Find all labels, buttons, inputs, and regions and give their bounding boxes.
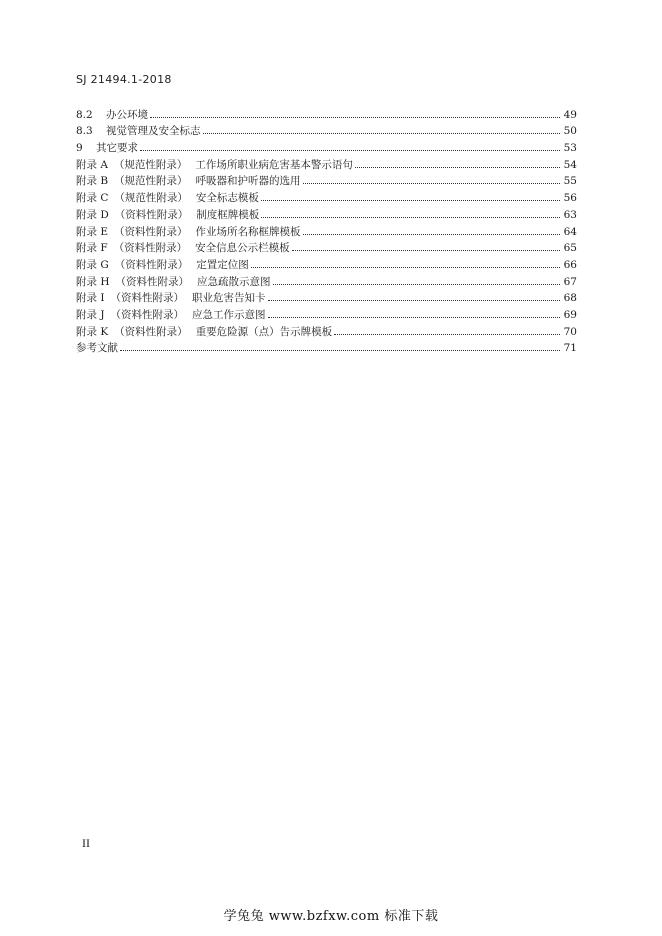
toc-appendix-c[interactable] — [76, 187, 577, 204]
toc-leader-dots — [251, 266, 560, 268]
appendix-number: 附录 F — [76, 242, 108, 255]
appendix-title: 应急工作示意图 — [192, 308, 266, 321]
appendix-type: （资料性附录） — [114, 225, 188, 238]
appendix-page: 70 — [563, 325, 577, 338]
references-title: 参考文献 — [76, 342, 118, 355]
toc-leader-dots — [203, 132, 561, 134]
toc-entry-title: 其它要求 — [96, 142, 138, 155]
toc-entry-title: 视觉管理及安全标志 — [106, 125, 201, 138]
toc-appendix-g[interactable] — [76, 254, 577, 271]
appendix-title: 工作场所职业病危害基本警示语句 — [195, 158, 353, 171]
appendix-page: 65 — [563, 242, 577, 255]
toc-appendix-k[interactable] — [76, 321, 577, 338]
toc-appendix-e[interactable] — [76, 221, 577, 238]
appendix-type: （规范性附录） — [113, 158, 188, 171]
toc-leader-dots — [268, 299, 561, 301]
appendix-type: （资料性附录） — [110, 308, 185, 321]
appendix-title: 安全标志模板 — [195, 192, 259, 205]
toc-entry-title: 办公环境 — [106, 108, 148, 121]
appendix-number: 附录 D — [76, 208, 109, 221]
document-code: SJ 21494.1-2018 — [76, 73, 172, 86]
appendix-page: 68 — [563, 292, 577, 305]
toc-leader-dots — [261, 199, 560, 201]
toc-appendix-d[interactable] — [76, 204, 577, 221]
toc-leader-dots — [150, 116, 560, 118]
appendix-title: 职业危害告知卡 — [192, 292, 266, 305]
toc-appendix-i[interactable] — [76, 288, 577, 305]
toc-appendix-h[interactable] — [76, 271, 577, 288]
toc-appendix-f[interactable] — [76, 238, 577, 255]
appendix-page: 69 — [563, 308, 577, 321]
appendix-type: （资料性附录） — [114, 208, 189, 221]
appendix-title: 定置定位图 — [196, 258, 249, 271]
appendix-title: 安全信息公示栏模板 — [195, 242, 290, 255]
toc-appendix-j[interactable] — [76, 304, 577, 321]
appendix-type: （资料性附录） — [114, 325, 188, 338]
appendix-type: （资料性附录） — [114, 258, 189, 271]
toc-entry-number: 9 — [76, 142, 83, 155]
appendix-page: 66 — [563, 258, 577, 271]
appendix-title: 作业场所名称框牌模板 — [195, 225, 301, 238]
toc-entry-page: 50 — [563, 125, 577, 138]
appendix-type: （资料性附录） — [110, 292, 184, 305]
appendix-page: 54 — [563, 158, 577, 171]
toc-leader-dots — [303, 233, 560, 235]
toc-entry-9[interactable] — [76, 137, 577, 154]
toc-leader-dots — [273, 283, 561, 285]
toc-entry-8-3[interactable] — [76, 121, 577, 138]
appendix-number: 附录 H — [76, 275, 110, 288]
appendix-title: 重要危险源（点）告示牌模板 — [195, 325, 333, 338]
toc-leader-dots — [261, 216, 560, 218]
toc-entry-page: 53 — [563, 142, 577, 155]
site-watermark: 学兔兔 www.bzfxw.com 标准下载 — [223, 909, 439, 924]
appendix-number: 附录 E — [76, 225, 109, 238]
appendix-page: 67 — [563, 275, 577, 288]
appendix-title: 应急疏散示意图 — [197, 275, 271, 288]
appendix-number: 附录 C — [76, 192, 109, 205]
toc-leader-dots — [303, 182, 560, 184]
page-number: II — [82, 836, 90, 850]
appendix-type: （资料性附录） — [115, 275, 189, 288]
toc-leader-dots — [334, 333, 560, 335]
appendix-page: 55 — [563, 175, 577, 188]
appendix-number: 附录 I — [76, 292, 105, 305]
appendix-type: （资料性附录） — [113, 242, 188, 255]
toc-leader-dots — [355, 166, 560, 168]
appendix-type: （规范性附录） — [114, 175, 188, 188]
table-of-contents — [76, 104, 577, 354]
appendix-page: 63 — [563, 208, 577, 221]
toc-leader-dots — [268, 316, 560, 318]
appendix-page: 56 — [563, 192, 577, 205]
toc-entry-page: 49 — [563, 108, 577, 121]
appendix-number: 附录 G — [76, 258, 109, 271]
appendix-number: 附录 K — [76, 325, 109, 338]
references-page: 71 — [563, 342, 577, 355]
toc-appendix-a[interactable] — [76, 154, 577, 171]
appendix-number: 附录 A — [76, 158, 108, 171]
toc-references[interactable] — [76, 338, 577, 355]
toc-leader-dots — [120, 349, 560, 351]
toc-appendix-b[interactable] — [76, 171, 577, 188]
appendix-number: 附录 J — [76, 308, 105, 321]
appendix-title: 呼吸器和护听器的选用 — [195, 175, 301, 188]
appendix-type: （规范性附录） — [114, 192, 188, 205]
toc-leader-dots — [140, 149, 560, 151]
toc-leader-dots — [292, 249, 560, 251]
toc-entry-8-2[interactable] — [76, 104, 577, 121]
appendix-page: 64 — [563, 225, 577, 238]
toc-entry-number: 8.3 — [76, 125, 93, 138]
appendix-number: 附录 B — [76, 175, 109, 188]
appendix-title: 制度框牌模板 — [196, 208, 260, 221]
toc-entry-number: 8.2 — [76, 108, 93, 121]
